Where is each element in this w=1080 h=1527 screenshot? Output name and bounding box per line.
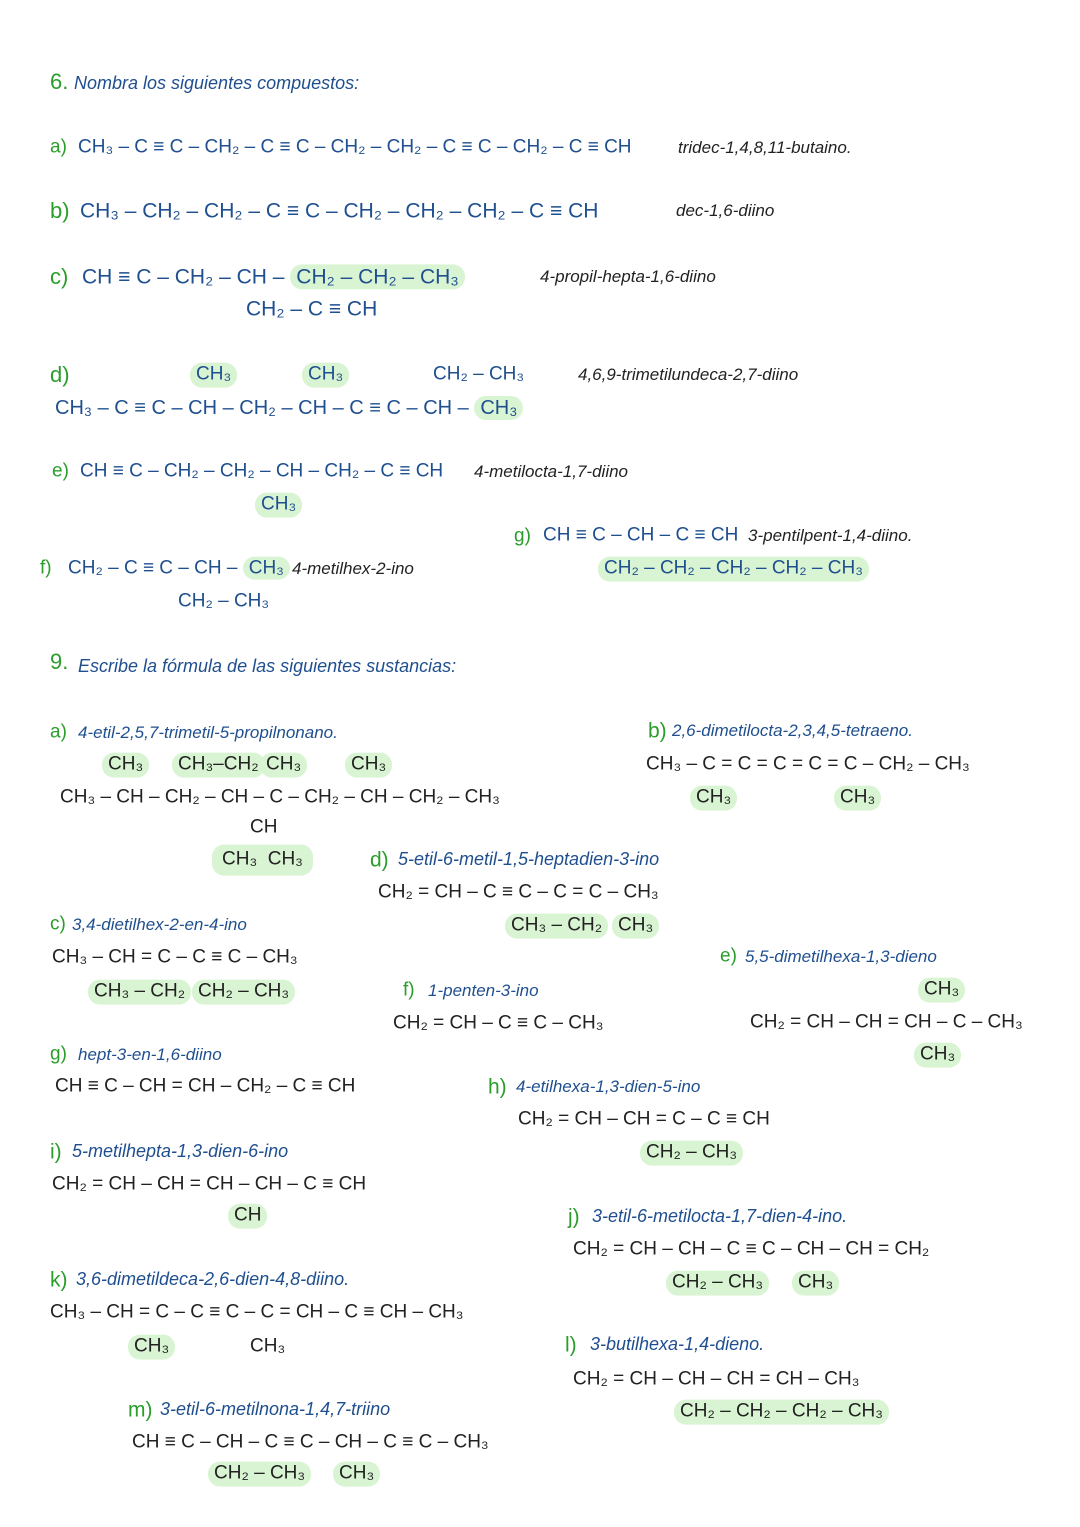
item-9k-sub2: CH₃	[250, 1335, 286, 1357]
item-9m-formula: CH ≡ C – CH – C ≡ C – CH – C ≡ C – CH₃	[132, 1431, 489, 1453]
item-9a-label: a)	[50, 721, 67, 743]
item-9h-label: h)	[488, 1075, 507, 1099]
highlighted-substituent: CH₂ – CH₂ – CH₃	[290, 264, 465, 289]
item-9k-formula: CH₃ – CH = C – C ≡ C – C = CH – C ≡ CH – CH₃	[50, 1301, 464, 1323]
item-9c-formula: CH₃ – CH = C – C ≡ C – CH₃	[52, 946, 298, 968]
item-6d-sub1: CH₃	[190, 363, 237, 388]
item-9h-sub1: CH₂ – CH₃	[640, 1141, 743, 1166]
main-chain: CH₃ – C ≡ C – CH – CH₂ – CH – C ≡ C – CH –	[55, 397, 475, 419]
item-9a-sub1: CH₃	[102, 753, 149, 778]
item-9g-name: hept-3-en-1,6-diino	[78, 1044, 222, 1064]
item-6e-label: e)	[52, 460, 69, 482]
item-6d-name: 4,6,9-trimetilundeca-2,7-diino	[578, 364, 799, 384]
item-9f-name: 1-penten-3-ino	[428, 980, 539, 1000]
item-6c-label: c)	[50, 263, 69, 289]
item-6e-branch: CH₃	[255, 493, 302, 518]
item-9j-formula: CH₂ = CH – CH – C ≡ C – CH – CH = CH₂	[573, 1238, 930, 1260]
main-chain: CH ≡ C – CH₂ – CH –	[82, 265, 291, 289]
item-9m-sub1: CH₂ – CH₃	[208, 1462, 311, 1487]
item-9e-name: 5,5-dimetilhexa-1,3-dieno	[745, 946, 937, 966]
item-6a-formula: CH₃ – C ≡ C – CH₂ – C ≡ C – CH₂ – CH₂ – C ≡ C – CH₂ – C ≡ CH	[78, 136, 632, 158]
item-9a-sub2: CH₃–CH₂	[172, 753, 265, 778]
item-6f-formula	[68, 558, 290, 581]
item-9k-name: 3,6-dimetildeca-2,6-dien-4,8-diino.	[76, 1269, 350, 1290]
item-9h-name: 4-etilhexa-1,3-dien-5-ino	[516, 1076, 701, 1096]
item-9a-branch1: CH	[250, 816, 278, 838]
item-9i-name: 5-metilhepta-1,3-dien-6-ino	[72, 1141, 289, 1162]
exercise-9-title: Escribe la fórmula de las siguientes sustancias:	[78, 656, 457, 677]
exercise-6-title: Nombra los siguientes compuestos:	[74, 73, 360, 94]
item-9d-formula: CH₂ = CH – C ≡ C – C = C – CH₃	[378, 881, 659, 903]
item-9a-branch2: CH₃ CH₃	[212, 845, 313, 876]
item-9a-name: 4-etil-2,5,7-trimetil-5-propilnonano.	[78, 722, 338, 742]
highlighted-substituent: CH₃	[474, 396, 523, 420]
item-6c-formula	[82, 264, 465, 289]
item-6f-name: 4-metilhex-2-ino	[292, 558, 414, 578]
highlighted-substituent: CH₃	[243, 557, 290, 580]
item-6d-sub3: CH₂ – CH₃	[433, 363, 525, 385]
item-9i-sub1: CH	[228, 1204, 267, 1229]
main-chain: CH₂ – C ≡ C – CH –	[68, 557, 243, 579]
item-6a-label: a)	[50, 136, 67, 158]
item-9i-formula: CH₂ = CH – CH = CH – CH – C ≡ CH	[52, 1173, 367, 1195]
item-6g-branch: CH₂ – CH₂ – CH₂ – CH₂ – CH₃	[598, 557, 869, 582]
item-9k-label: k)	[50, 1268, 68, 1292]
item-6g-name: 3-pentilpent-1,4-diino.	[748, 525, 913, 545]
item-9h-formula: CH₂ = CH – CH = C – C ≡ CH	[518, 1108, 770, 1130]
exercise-6-number: 6.	[50, 68, 69, 94]
item-9g-formula: CH ≡ C – CH = CH – CH₂ – C ≡ CH	[55, 1075, 356, 1097]
item-9f-formula: CH₂ = CH – C ≡ C – CH₃	[393, 1012, 604, 1034]
item-6b-label: b)	[50, 197, 70, 223]
item-9b-name: 2,6-dimetilocta-2,3,4,5-tetraeno.	[672, 720, 913, 740]
item-9b-sub1: CH₃	[690, 786, 737, 811]
item-9a-sub3: CH₃	[260, 753, 307, 778]
item-6g-label: g)	[514, 525, 531, 547]
item-6d-label: d)	[50, 361, 70, 387]
item-9m-label: m)	[128, 1398, 153, 1422]
item-9b-sub2: CH₃	[834, 786, 881, 811]
item-9l-name: 3-butilhexa-1,4-dieno.	[590, 1334, 765, 1355]
item-9l-formula: CH₂ = CH – CH – CH = CH – CH₃	[573, 1368, 860, 1390]
item-9j-label: j)	[568, 1205, 580, 1229]
item-9l-sub1: CH₂ – CH₂ – CH₂ – CH₃	[674, 1400, 889, 1425]
item-9l-label: l)	[565, 1333, 577, 1357]
item-9d-sub2: CH₃	[612, 914, 659, 939]
item-9f-label: f)	[403, 979, 415, 1001]
item-9k-sub1: CH₃	[128, 1335, 175, 1360]
item-6a-name: tridec-1,4,8,11-butaino.	[678, 137, 852, 157]
item-9j-sub2: CH₃	[792, 1271, 839, 1296]
item-9m-sub2: CH₃	[333, 1462, 380, 1487]
item-9a-formula: CH₃ – CH – CH₂ – CH – C – CH₂ – CH – CH₂ – CH₃	[60, 786, 500, 808]
item-9c-sub2: CH₂ – CH₃	[192, 980, 295, 1005]
item-6f-branch: CH₂ – CH₃	[178, 590, 270, 612]
item-9d-name: 5-etil-6-metil-1,5-heptadien-3-ino	[398, 849, 660, 870]
item-9i-label: i)	[50, 1140, 62, 1164]
item-9g-label: g)	[50, 1043, 67, 1065]
item-9c-sub1: CH₃ – CH₂	[88, 980, 191, 1005]
item-9c-label: c)	[50, 913, 66, 935]
item-6e-name: 4-metilocta-1,7-diino	[474, 461, 629, 481]
item-6e-formula: CH ≡ C – CH₂ – CH₂ – CH – CH₂ – C ≡ CH	[80, 460, 444, 482]
item-9d-label: d)	[370, 848, 389, 872]
item-6b-name: dec-1,6-diino	[676, 200, 775, 220]
exercise-9-number: 9.	[50, 648, 69, 674]
item-6b-formula: CH₃ – CH₂ – CH₂ – C ≡ C – CH₂ – CH₂ – CH₂ – C ≡ CH	[80, 199, 599, 223]
item-9c-name: 3,4-dietilhex-2-en-4-ino	[72, 914, 247, 934]
item-9e-label: e)	[720, 945, 737, 967]
item-9a-sub4: CH₃	[345, 753, 392, 778]
item-9b-formula: CH₃ – C = C = C = C = C – CH₂ – CH₃	[646, 753, 970, 775]
item-9b-label: b)	[648, 719, 667, 743]
item-6f-label: f)	[40, 557, 52, 579]
item-6c-branch: CH₂ – C ≡ CH	[246, 297, 378, 321]
item-9e-formula: CH₂ = CH – CH = CH – C – CH₃	[750, 1011, 1023, 1033]
item-6g-formula: CH ≡ C – CH – C ≡ CH	[543, 524, 739, 546]
item-6d-sub2: CH₃	[302, 363, 349, 388]
item-9m-name: 3-etil-6-metilnona-1,4,7-triino	[160, 1399, 391, 1420]
item-9d-sub1: CH₃ – CH₂	[505, 914, 608, 939]
item-9e-sub1: CH₃	[918, 978, 965, 1003]
item-9j-name: 3-etil-6-metilocta-1,7-dien-4-ino.	[592, 1206, 848, 1227]
item-6c-name: 4-propil-hepta-1,6-diino	[540, 266, 716, 286]
item-9j-sub1: CH₂ – CH₃	[666, 1271, 769, 1296]
item-9e-sub2: CH₃	[914, 1043, 961, 1068]
item-6d-formula	[55, 396, 523, 420]
